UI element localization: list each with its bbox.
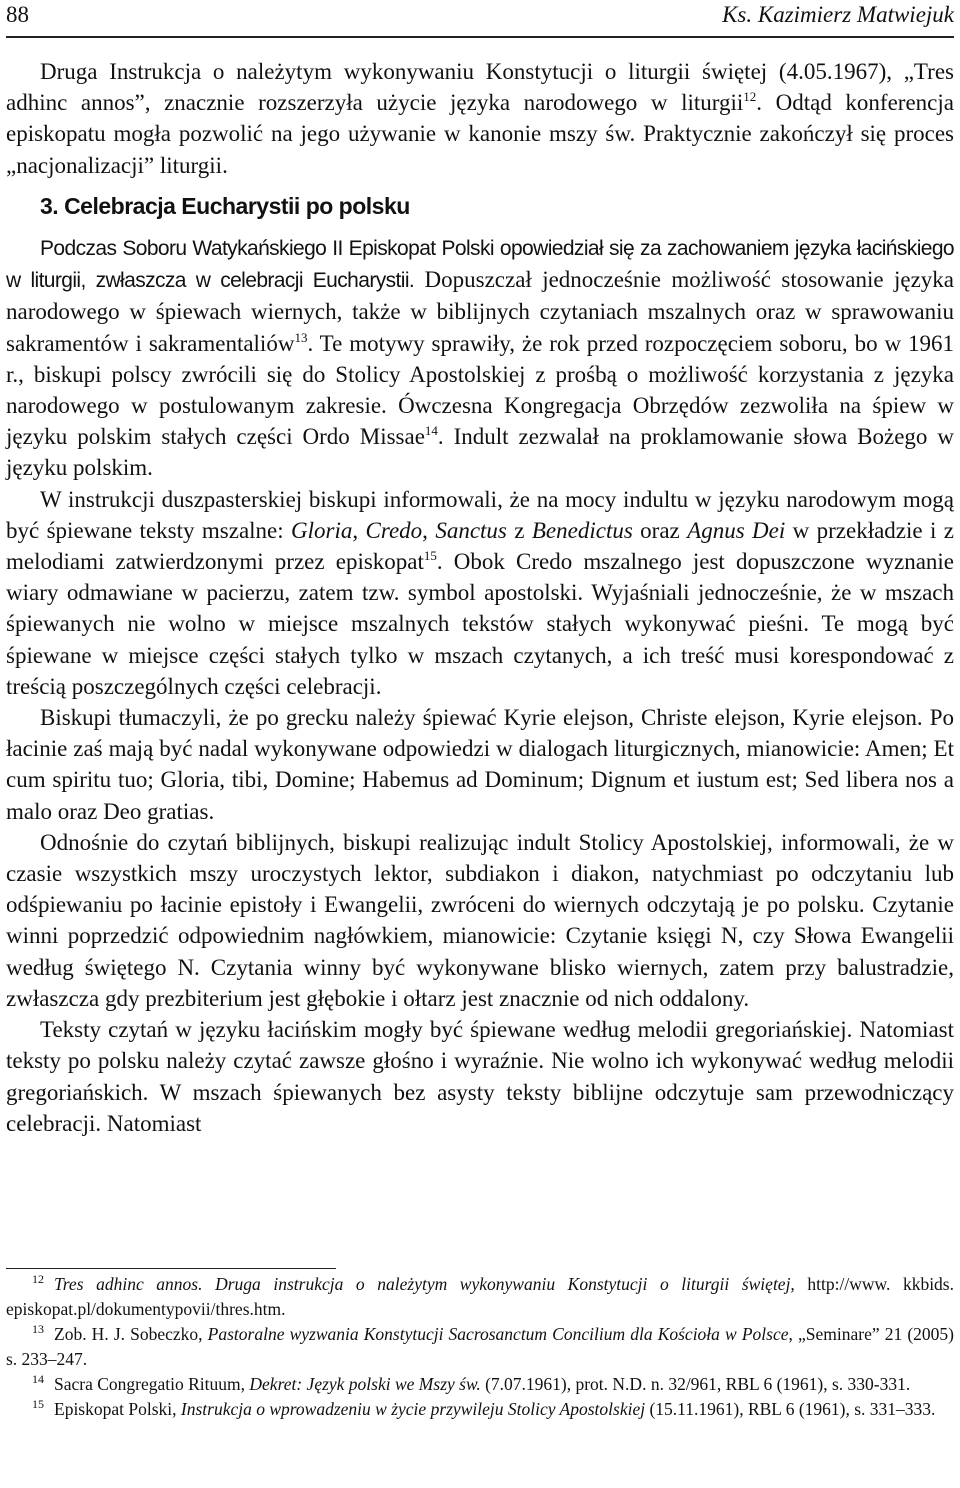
paragraph-0: Druga Instrukcja o należytym wykonywaniu Konstytucji o liturgii świętej (4.05.1967), „Tres adhinc annos”, znacznie rozszerzyła użycie języka narodowego w liturgii$^{12}$. Odtąd konferencja episkopatu mogła pozwolić na jego używanie w kanonie mszy św. Praktycznie zakończył się proces „nacjonalizacji” liturgii. <box>6 59 954 178</box>
page-number: 88 <box>6 2 29 27</box>
section-heading: 3. Celebracja Eucharystii po polsku <box>40 192 410 219</box>
paragraph-5: Teksty czytań w języku łacińskim mogły być śpiewane według melodii gregoriańskiej. Natomiast teksty po polsku należy czytać zawsze głośno i wyraźnie. Nie wolno ich wykonywać według melodii gregoriańskich. W mszach śpiewanych bez asysty teksty biblijne odczytuje sam przewodniczący celebracji. Natomiast <box>6 1017 954 1136</box>
running-title: Ks. Kazimierz Matwiejuk <box>722 2 954 27</box>
footnote-14: $^{14}$ Sacra Congregatio Rituum, Dekret: Język polski we Mszy św. (7.07.1961), prot. N.D. n. 32/961, RBL 6 (1961), s. 330-331. <box>32 1372 911 1394</box>
paragraph-1: Podczas Soboru Watykańskiego II Episkopat Polski opowiedział się za zachowaniem języka łacińskiego w liturgii, zwłaszcza w celebracji Eucharystii. Dopuszczał jednocześnie możliwość stosowanie języka narodowego w śpiewach wiernych, także w biblijnych czytaniach mszalnych oraz w sprawowaniu sakramentów i sakramentaliów$^{13}$. Te motywy sprawiły, że rok przed rozpoczęciem soboru, bo w 1961 r., biskupi polscy zwrócili się do Stolicy Apostolskiej z prośbą o możliwość korzystania z języka narodowego w postulowanym zakresie. Ówczesna Kongregacja Obrzędów zezwoliła na śpiew w języku polskim stałych części Ordo Missae$^{14}$. Indult zezwalał na proklamowanie słowa Bożego w języku polskim. <box>6 237 955 481</box>
footnote-15: $^{15}$ Episkopat Polski, Instrukcja o wprowadzeniu w życie przywileju Stolicy Apostolskiej (15.11.1961), RBL 6 (1961), s. 331–333. <box>32 1397 936 1419</box>
footnotes <box>6 1272 954 1422</box>
footnote-ref-12: 12 <box>743 89 757 105</box>
footnote-ref-15: 15 <box>423 548 437 564</box>
footnote-separator <box>6 1268 336 1269</box>
main-text <box>6 56 954 1139</box>
page-header <box>6 2 954 38</box>
footnote-13: $^{13}$ Zob. H. J. Sobeczko, Pastoralne wyzwania Konstytucji Sacrosanctum Concilium dla Kościoła w Polsce, „Seminare” 21 (2005) s. 233–247. <box>6 1322 954 1369</box>
paragraph-3: Biskupi tłumaczyli, że po grecku należy śpiewać Kyrie elejson, Christe elejson, Kyrie elejson. Po łacinie zaś mają być nadal wykonywane odpowiedzi w dialogach liturgicznych, mianowicie: Amen; Et cum spiritu tuo; Gloria, tibi, Domine; Habemus ad Dominum; Dignum et iustum est; Sed libera nos a malo oraz Deo gratias. <box>6 705 954 824</box>
paragraph-4: Odnośnie do czytań biblijnych, biskupi realizując indult Stolicy Apostolskiej, informowali, że w czasie wszystkich mszy uroczystych lektor, subdiakon i diakon, natychmiast po odczytaniu lub odśpiewaniu po łacinie epistoły i Ewangelii, zwróceni do wiernych odczytają je po polsku. Czytanie winni poprzedzić odpowiednim nagłówkiem, mianowicie: Czytanie księgi N, czy Słowa Ewangelii według świętego N. Czytania winny być wykonywane blisko wiernych, zatem przy balustradzie, zwłaszcza gdy prezbiterium jest głębokie i ołtarz jest znacznie od nich oddalony. <box>6 829 954 1011</box>
footnote-ref-14: 14 <box>424 423 438 439</box>
document-page <box>6 0 954 1488</box>
paragraph-2: W instrukcji duszpasterskiej biskupi informowali, że na mocy indultu w języku narodowym mogą być śpiewane teksty mszalne: Gloria, Credo, Sanctus z Benedictus oraz Agnus Dei w przekładzie i z melodiami zatwierdzonymi przez episkopat$^{15}$. Obok Credo mszalnego jest dopuszczone wyznanie wiary odmawiane w pacierzu, zatem tzw. symbol apostolski. Wyjaśniali jednocześnie, że w mszach śpiewanych nie wolno w miejsce mszalnych tekstów stałych wykonywać pieśni. Te mogą być śpiewane w miejsce części stałych tylko w mszach czytanych, a ich treść musi korespondować z treścią poszczególnych części celebracji. <box>6 486 954 699</box>
footnote-ref-13: 13 <box>294 329 308 345</box>
footnote-12: $^{12}$ Tres adhinc annos. Druga instrukcja o należytym wykonywaniu Konstytucji o liturgii świętej, http://www. kkbids. episkopat.pl/dokumentypovii/thres.htm. <box>6 1272 954 1319</box>
